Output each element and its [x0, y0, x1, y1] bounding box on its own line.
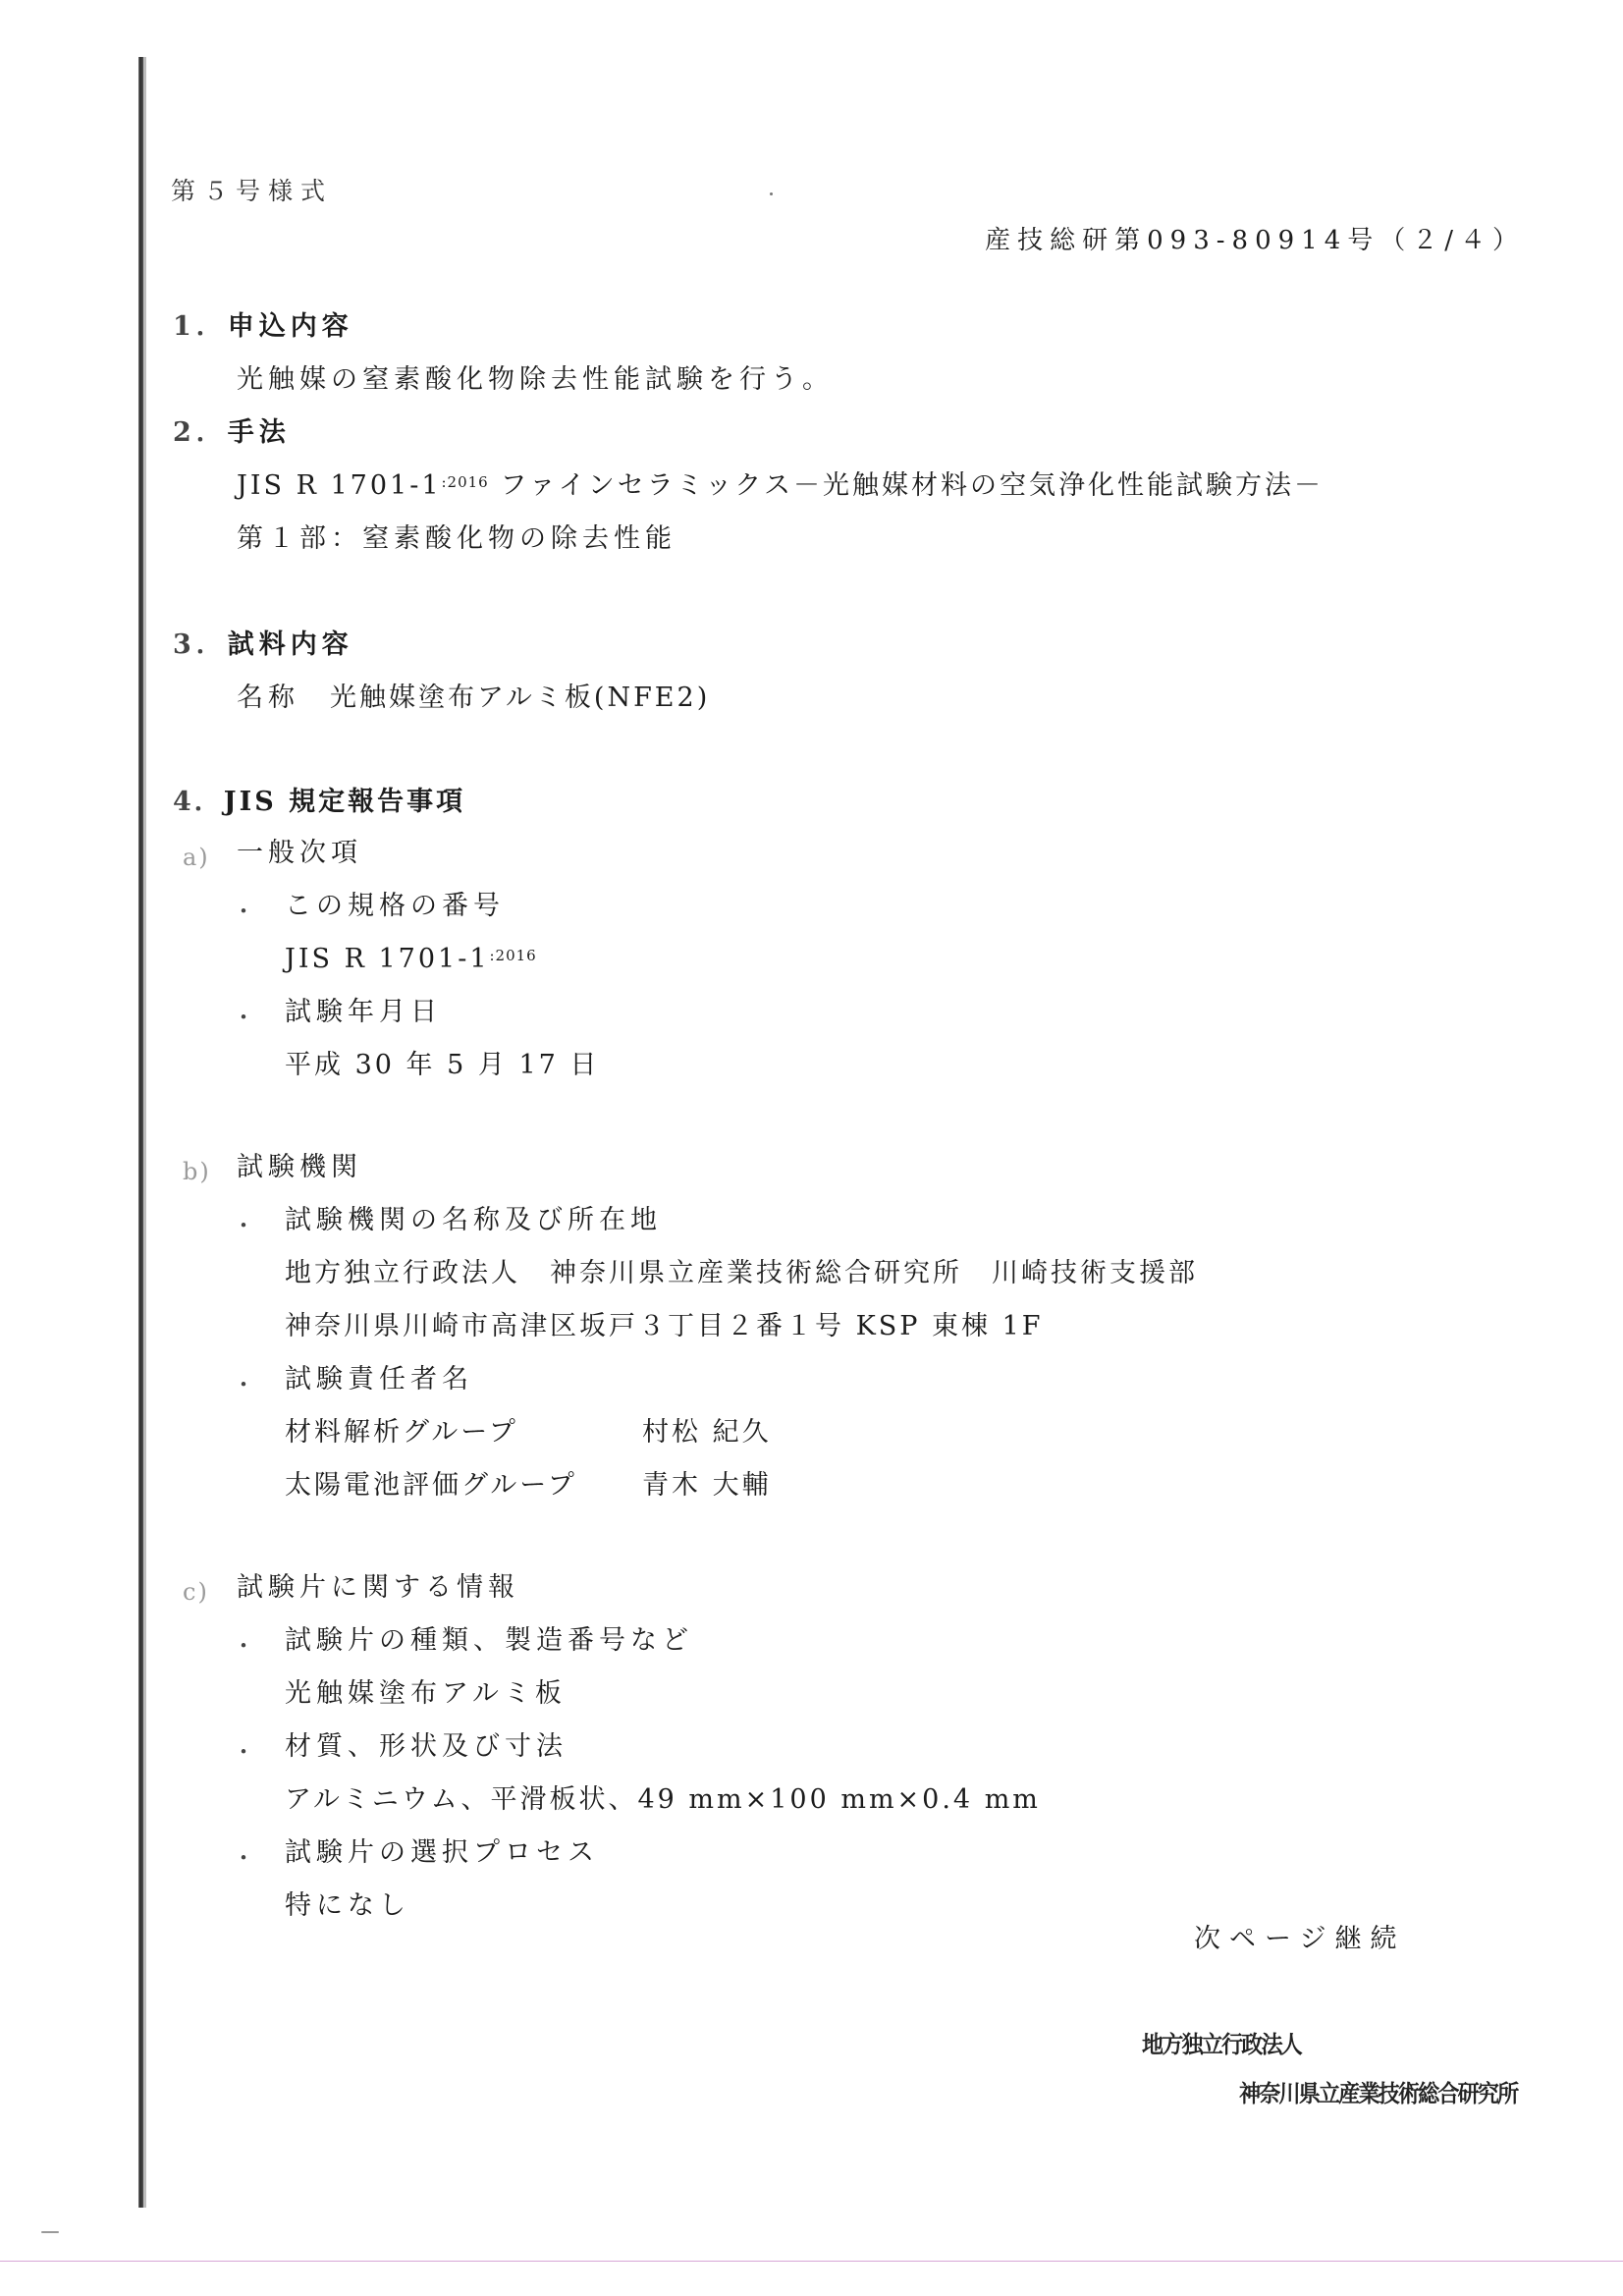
form-number: 第５号様式 — [171, 177, 334, 205]
selection-process-value: 特になし — [285, 1890, 410, 1921]
section-3-heading — [173, 629, 353, 662]
institution-label: 試験機関の名称及び所在地 — [285, 1205, 662, 1235]
person-2-name: 青木 大輔 — [642, 1470, 772, 1501]
section-number: 4． — [173, 787, 224, 817]
bullet: ・ — [232, 898, 255, 925]
institution-address: 神奈川県川崎市高津区坂戸３丁目２番１号 KSP 東棟 1F — [285, 1311, 1044, 1341]
bullet: ・ — [232, 1004, 255, 1031]
bullet: ・ — [232, 1844, 255, 1872]
institution-stamp-line-1: 地方独立行政法人 — [1142, 2031, 1301, 2058]
selection-process-label: 試験片の選択プロセス — [285, 1837, 599, 1868]
section-2-heading — [173, 416, 291, 450]
section-number: 1． — [173, 311, 228, 342]
section-1-body: 光触媒の窒素酸化物除去性能試験を行う。 — [237, 364, 834, 395]
standard-number-value — [285, 943, 537, 976]
bullet: ・ — [232, 1738, 255, 1766]
scan-speck — [41, 2231, 59, 2233]
subsection-c-title: 試験片に関する情報 — [237, 1572, 519, 1603]
subsection-a-letter: a) — [183, 844, 210, 871]
sample-name-value: 光触媒塗布アルミ板(NFE2) — [330, 683, 711, 713]
footer-rule — [0, 2261, 1623, 2262]
test-date-label: 試験年月日 — [285, 997, 442, 1027]
subsection-b-letter: b) — [183, 1158, 211, 1185]
test-date-value: 平成 30 年 5 月 17 日 — [285, 1050, 600, 1080]
document-number: 産技総研第093-80914号（２/４） — [985, 226, 1525, 255]
bullet: ・ — [232, 1212, 255, 1239]
section-title: 試料内容 — [227, 629, 353, 660]
subsection-c-letter: c) — [183, 1578, 209, 1606]
bullet: ・ — [232, 1371, 255, 1398]
specimen-type-value: 光触媒塗布アルミ板 — [285, 1678, 567, 1709]
specimen-type-label: 試験片の種類、製造番号など — [285, 1625, 693, 1656]
continued-next-page: 次ページ継続 — [1194, 1924, 1406, 1954]
institution-name: 地方独立行政法人 神奈川県立産業技術総合研究所 川崎技術支援部 — [285, 1258, 1198, 1288]
standard-number-label: この規格の番号 — [285, 891, 505, 921]
material-shape-label: 材質、形状及び寸法 — [285, 1731, 568, 1762]
person-1-group: 材料解析グループ — [285, 1417, 518, 1448]
subsection-b-title: 試験機関 — [237, 1152, 362, 1182]
standard-number: JIS R 1701-1 — [285, 944, 490, 974]
person-2-group: 太陽電池評価グループ — [285, 1470, 577, 1501]
section-title: 申込内容 — [227, 311, 353, 342]
binding-edge-shadow — [143, 57, 146, 2208]
sample-name-label: 名称 — [237, 683, 299, 713]
person-1-name: 村松 紀久 — [642, 1417, 772, 1448]
method-line-1 — [237, 469, 1324, 503]
section-1-heading — [173, 310, 353, 344]
standard-year: :2016 — [489, 947, 537, 964]
institution-stamp-line-2: 神奈川県立産業技術総合研究所 — [1239, 2080, 1518, 2107]
bullet: ・ — [232, 1632, 255, 1660]
method-line-2: 第１部：窒素酸化物の除去性能 — [237, 523, 676, 554]
scan-speck — [770, 192, 773, 195]
responsible-persons-label: 試験責任者名 — [285, 1364, 473, 1394]
section-title: JIS 規定報告事項 — [223, 787, 466, 817]
section-number: 3． — [173, 629, 228, 660]
subsection-a-title: 一般次項 — [237, 838, 362, 868]
section-number: 2． — [173, 417, 228, 448]
standard-title: ファインセラミックス－光触媒材料の空気浄化性能試験方法－ — [500, 470, 1324, 501]
standard-number: JIS R 1701-1 — [237, 470, 442, 501]
section-4-heading — [173, 786, 465, 819]
standard-year: :2016 — [441, 473, 489, 491]
material-shape-value: アルミニウム、平滑板状、49 mm×100 mm×0.4 mm — [285, 1784, 1041, 1815]
section-title: 手法 — [227, 417, 291, 448]
